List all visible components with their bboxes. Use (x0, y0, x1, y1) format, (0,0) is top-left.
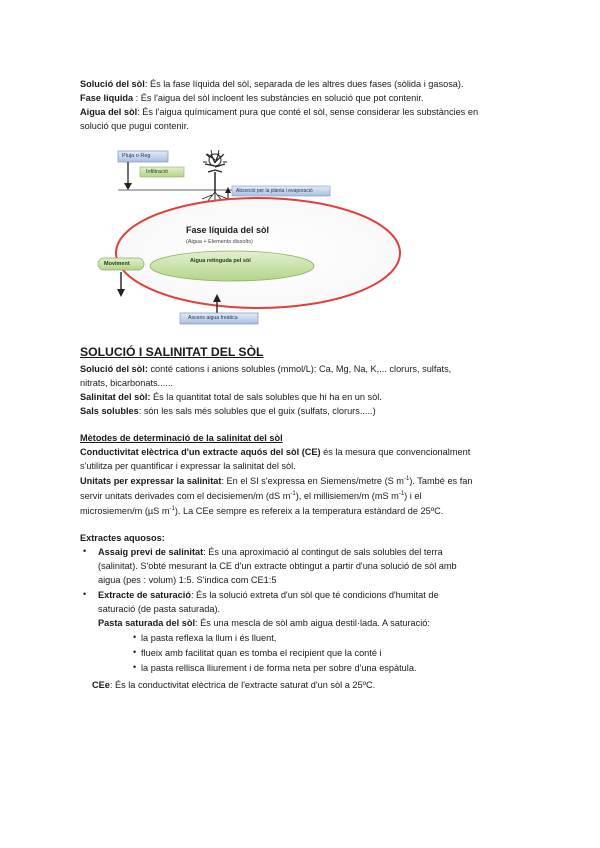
salinity-line-1: Solució del sòl: conté cations i anions solubles (mmol/L): Ca, Mg, Na, K,... clorurs, sulfats, (80, 364, 452, 374)
salinity-line-4: Sals solubles: són les sals més solubles que el guix (sulfats, clorurs.....) (80, 406, 376, 416)
extract-prior-line-2: (salinitat). S'obté mesurant la CE d'un extracte obtingut a partir d'una solució de sòl amb (98, 561, 457, 571)
section-title-salinity: SOLUCIÓ I SALINITAT DEL SÒL (80, 345, 264, 359)
sub-bullet-icon: • (133, 647, 137, 657)
bullet-icon: • (83, 546, 87, 556)
extract-saturation-line-2: saturació (de pasta saturada). (98, 604, 221, 614)
saturated-paste-line: Pasta saturada del sòl: És una mescla de sòl amb aigua destil·lada. A saturació: (98, 618, 430, 628)
tree-icon (202, 150, 228, 204)
ellipse-title: Fase líquida del sòl (186, 225, 270, 235)
sub-bullet-icon: • (133, 662, 137, 672)
extract-saturation-line-1: Extracte de saturació: És la solució extreta d'un sòl que té condicions d'humitat de (98, 590, 439, 600)
sub-bullet-icon: • (133, 632, 137, 642)
definition-soil-water-cont: solució que pugui contenir. (80, 121, 189, 131)
units-line-2: servir unitats derivades com el decisiemen/m (dS $m^{-1}$), el millisiemen/m (mS $m^{-1}$) i el (80, 490, 422, 501)
ce-line-1: Conductivitat elèctrica d'un extracte aquós del sòl (CE) és la mesura que convencionalment (80, 447, 471, 457)
definition-soil-solution: Solució del sòl: És la fase líquida del sòl, separada de les altres dues fases (sòlida i gasosa). (80, 79, 464, 89)
definition-liquid-phase: Fase líquida : És l'aigua del sòl incloent les substàncies en solució que pot contenir. (80, 93, 424, 103)
salinity-line-2: nitrats, bicarbonats...... (80, 378, 173, 388)
ce-line-2: s'utilitza per quantificar i expressar la salinitat del sòl. (80, 461, 296, 471)
methods-title: Mètodes de determinació de la salinitat del sòl (80, 433, 283, 443)
paste-criterion-3: la pasta rellisca lliurement i de forma neta per sobre d'una espàtula. (141, 663, 417, 673)
paste-criterion-1: la pasta reflexa la llum i és lluent, (141, 633, 277, 643)
salinity-line-3: Salinitat del sòl: És la quantitat total de sals solubles que hi ha en un sòl. (80, 392, 382, 402)
paste-criterion-2: flueix amb facilitat quan es tomba el recipient que la conté i (141, 648, 382, 658)
rain-arrow-head (124, 183, 132, 190)
rain-label: Pluja o Reg (122, 153, 151, 159)
definition-soil-water: Aigua del sòl: És l'aigua químicament pura que conté el sòl, sense considerar les substàncies en (80, 107, 479, 117)
ellipse-subtitle: (Aigua + Elements dissolts) (186, 239, 253, 245)
extract-prior-line-1: Assaig previ de salinitat: És una aproximació al contingut de sals solubles del terra (98, 547, 443, 557)
retained-label: Aigua retinguda pel sòl (190, 258, 251, 264)
cee-definition: CEe: És la conductivitat elèctrica de l'extracte saturat d'un sòl a 25ºC. (92, 680, 376, 690)
rise-label: Ascens aigua freàtica (188, 315, 238, 321)
units-line-3: microsiemen/m (µS $m^{-1}$). La CEe sempre es refereix a la temperatura estàndard de 25ºC. (80, 505, 444, 516)
extract-prior-line-3: aigua (pes : volum) 1:5. S'indica com CE1:5 (98, 575, 277, 585)
extracts-title: Extractes aquosos: (80, 533, 165, 543)
absorption-label: Absorció per la planta i evaporació (236, 188, 313, 194)
bullet-icon: • (83, 589, 87, 599)
movement-label: Moviment (104, 261, 130, 267)
infiltration-label: Infiltració (146, 169, 169, 175)
units-line-1: Unitats per expressar la salinitat: En el SI s'expressa en Siemens/metre (S $m^{-1}$). També es fan (80, 475, 473, 486)
